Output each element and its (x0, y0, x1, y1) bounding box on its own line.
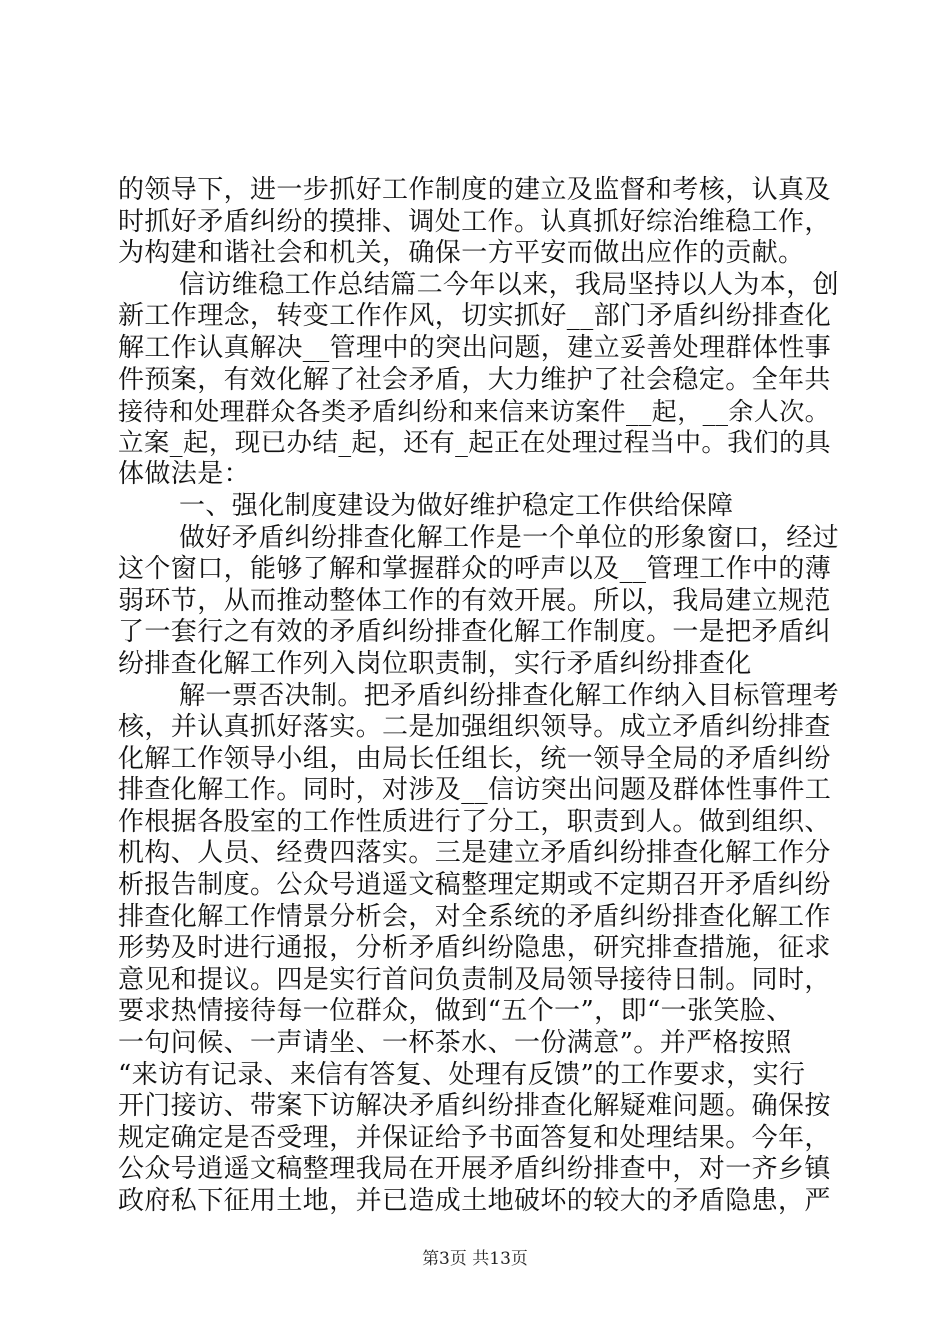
text-line: 机构、人员、经费四落实。三是建立矛盾纠纷排查化解工作分 (118, 838, 831, 869)
text-line: 体做法是： (118, 459, 251, 490)
text-line: 公众号逍遥文稿整理我局在开展矛盾纠纷排查中，对一齐乡镇 (118, 1154, 831, 1185)
page-number-footer: 第3页 共13页 (422, 1249, 528, 1269)
text-line: 时抓好矛盾纠纷的摸排、调处工作。认真抓好综治维稳工作， (118, 206, 831, 237)
section-heading: 一、强化制度建设为做好维护稳定工作供给保障 (179, 490, 734, 521)
text-line: 意见和提议。四是实行首问负责制及局领导接待日制。同时， (118, 964, 831, 995)
text-line: 析报告制度。公众号逍遥文稿整理定期或不定期召开矛盾纠纷 (118, 870, 831, 901)
paragraph-start-line: 做好矛盾纠纷排查化解工作是一个单位的形象窗口，经过 (179, 522, 840, 553)
text-line: 要求热情接待每一位群众，做到“五个一”，即“一张笑脸、 (118, 996, 793, 1027)
text-line: 弱环节，从而推动整体工作的有效开展。所以，我局建立规范 (118, 585, 831, 616)
text-line: 纷排查化解工作列入岗位职责制，实行矛盾纠纷排查化 (118, 648, 752, 679)
text-line: 一句问候、一声请坐、一杯茶水、一份满意”。并严格按照 (118, 1028, 792, 1059)
text-line: 政府私下征用土地，并已造成土地破坏的较大的矛盾隐患，严 (118, 1186, 831, 1216)
text-line: 接待和处理群众各类矛盾纠纷和来信来访案件__起，__余人次。 (118, 397, 831, 427)
paragraph-start-line: 解一票否决制。把矛盾纠纷排查化解工作纳入目标管理考 (179, 680, 840, 711)
body-text (118, 175, 840, 1218)
text-line: 形势及时进行通报，分析矛盾纠纷隐患，研究排查措施，征求 (118, 933, 831, 964)
text-line: 件预案，有效化解了社会矛盾，大力维护了社会稳定。全年共 (118, 364, 831, 395)
text-line: 这个窗口，能够了解和掌握群众的呼声以及__管理工作中的薄 (118, 554, 832, 585)
text-line: 为构建和谐社会和机关，确保一方平安而做出应作的贡献。 (118, 238, 805, 269)
text-line: 排查化解工作。同时，对涉及__信访突出问题及群体性事件工 (118, 775, 832, 806)
text-line: 开门接访、带案下访解决矛盾纠纷排查化解疑难问题。确保按 (118, 1091, 831, 1122)
paragraph-start-line: 信访维稳工作总结篇二今年以来，我局坚持以人为本，创 (179, 269, 840, 300)
text-line: “来访有记录、来信有答复、处理有反馈”的工作要求，实行 (118, 1059, 806, 1090)
text-line: 规定确定是否受理，并保证给予书面答复和处理结果。今年， (118, 1122, 831, 1153)
text-line: 了一套行之有效的矛盾纠纷排查化解工作制度。一是把矛盾纠 (118, 617, 831, 648)
text-line: 化解工作领导小组，由局长任组长，统一领导全局的矛盾纠纷 (118, 743, 831, 774)
text-line: 新工作理念，转变工作作风，切实抓好__部门矛盾纠纷排查化 (118, 301, 832, 332)
text-line: 排查化解工作情景分析会，对全系统的矛盾纠纷排查化解工作 (118, 901, 831, 932)
text-line: 的领导下，进一步抓好工作制度的建立及监督和考核，认真及 (118, 175, 831, 205)
text-line: 立案_起，现已办结_起，还有_起正在处理过程当中。我们的具 (118, 427, 831, 458)
text-line: 解工作认真解决__管理中的突出问题，建立妥善处理群体性事 (118, 332, 832, 363)
text-line: 作根据各股室的工作性质进行了分工，职责到人。做到组织、 (118, 806, 831, 837)
text-line: 核，并认真抓好落实。二是加强组织领导。成立矛盾纠纷排查 (118, 712, 831, 743)
